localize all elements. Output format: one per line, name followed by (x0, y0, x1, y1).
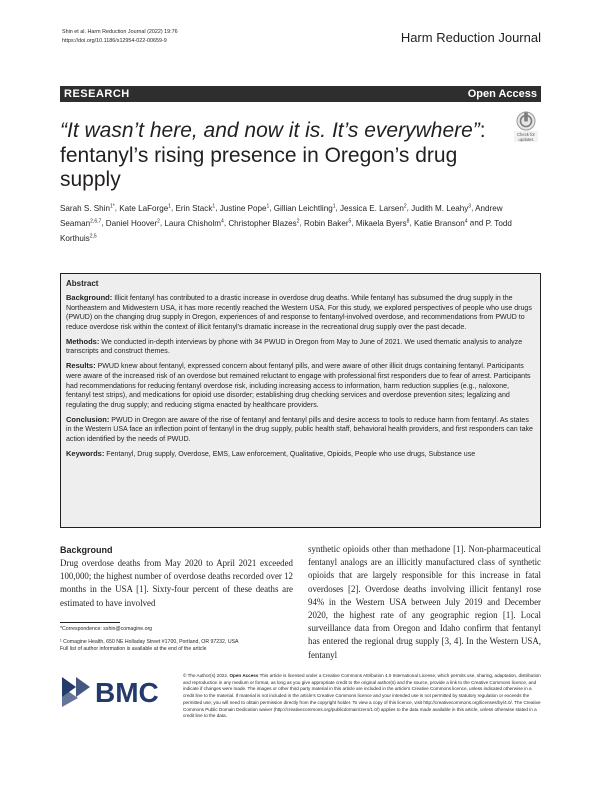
article-title (60, 119, 510, 193)
author-name[interactable] (411, 204, 471, 213)
author-name[interactable] (228, 219, 299, 228)
correspondence-note: *Correspondence: sshin@comagine.org (60, 626, 153, 632)
abstract-section-label: Keywords: (66, 448, 105, 458)
author-affiliation-sup: 4 (221, 217, 224, 224)
abstract-section (66, 293, 535, 333)
author-name[interactable] (414, 219, 468, 228)
abstract-section (66, 337, 535, 358)
author-name-text: Jessica E. Larsen (339, 203, 404, 213)
license-text (183, 673, 541, 720)
author-name[interactable] (60, 204, 115, 213)
abstract-section (66, 449, 535, 460)
affiliation-line: ¹ Comagine Health, 650 NE Holladay Street #1700, Portland, OR 97232, USA (60, 639, 239, 645)
abstract-section-text: PWUD in Oregon are aware of the rise of fentanyl and fentanyl pills and desire access to tools to reduce harm from fentanyl. As states in the Western USA face an inflection point of fentanyl in the drug supply, public health staff, behavioral health providers, and first responders can take action identified by the needs of PWUD. (66, 416, 533, 444)
citation-line: Shin et al. Harm Reduction Journal (2022) 19:76 (62, 29, 178, 35)
section-label: RESEARCH (64, 88, 130, 100)
author-name-text: Daniel Hoover (105, 218, 158, 228)
author-name[interactable] (164, 219, 223, 228)
author-name[interactable] (176, 204, 216, 213)
author-name[interactable] (119, 204, 171, 213)
full-author-info-line: Full list of author information is available at the end of the article (60, 646, 207, 652)
license-lead: © The Author(s) 2022. (183, 673, 229, 678)
author-name-text: Andrew Seaman (60, 203, 503, 228)
author-name-text: Katie Branson (413, 218, 465, 228)
author-name-text: Erin Stack (175, 203, 213, 213)
author-affiliation-sup: 2 (157, 217, 160, 224)
author-affiliation-sup: 2 (403, 203, 407, 209)
section-heading-background: Background (60, 545, 113, 555)
body-text-right-column: synthetic opioids other than methadone [1]. Non-pharmaceutical fentanyl analogs are an illicitly manufactured class of synthetic opioids that are largely responsible for this increase in fatal overdoses [2]. Overdose deaths involving illicit fentanyl rose 94% in the Western USA between July 2019 and December 2020, the highest rate of any geographic region [1]. Local surveillance data from Oregon and Idaho confirm that fentanyl has entered the regional drug supply [3, 4]. In the Western USA, fentanyl (308, 544, 541, 660)
body-text-left-column: Drug overdose deaths from May 2020 to April 2021 exceeded 100,000; the highest number of overdose deaths recorded over 12 months in the USA [1]. Sixty-four percent of these deaths are estimated to have involved (60, 558, 293, 608)
author-affiliation-sup: 2 (296, 217, 300, 224)
author-affiliation-sup: 8 (406, 217, 410, 224)
abstract-section-text: PWUD knew about fentanyl, expressed concern about fentanyl pills, and were aware of other illicit drugs containing fentanyl. Participants were aware of the increased risk of an overdose but remained reluctant to engage with professional first responders due to fear of arrest. Participants had recommendations for reducing fentanyl overdose risk, including increasing access to information, harm reduction supplies (e.g., naloxone, fentanyl test strips), and medications for opioid use disorder; establishing drug checking services and overdose prevention sites; legalizing and regulating the drug supply; and reducing stigma enacted by healthcare providers. (66, 362, 531, 410)
check-badge-line1: Check for (517, 132, 535, 137)
author-affiliation-sup: 1 (332, 203, 336, 209)
author-name-text: Mikaela Byers (355, 218, 407, 228)
check-badge-line2: updates (518, 137, 534, 142)
author-list: Sarah S. Shin$^{1*}$, Kate LaForge$^1$, Erin Stack$^1$, Justine Pope$^1$, Gillian Leichtling$^1$, Jessica E. Larsen$^2$, Judith M. Leahy$^3$, Andrew Seaman$^{2,6,7}$, Daniel Hoover$^2$, Laura Chisholm$^4$, Christopher Blazes$^2$, Robin Baker$^5$, Mikaela Byers$^8$, Katie Branson$^4$ and P. Todd Korthuis$^{2,5}$ (60, 203, 512, 243)
author-name-text: Kate LaForge (119, 203, 169, 213)
abstract-heading: Abstract (66, 279, 99, 288)
author-affiliation-sup: 3 (468, 203, 472, 209)
author-name-text: Laura Chisholm (164, 218, 222, 228)
bmc-logo-text: BMC (95, 677, 159, 708)
open-access-label: Open Access (467, 88, 537, 100)
author-name-text: Robin Baker (304, 218, 349, 228)
author-affiliation-sup: 4 (464, 217, 468, 224)
author-affiliation-sup: 5 (348, 217, 352, 224)
author-affiliation-sup: 1 (212, 203, 216, 209)
abstract-section-text: Illicit fentanyl has contributed to a drastic increase in overdose drug deaths. While fentanyl has subsumed the drug supply in the Northeastern and Midwestern USA, it has more recently reached the Western USA. For this study, we explored perspectives of people who use drugs (PWUD) on the changing drug supply in Oregon, experiences of and response to fentanyl-involved overdose, and recommendations from PWUD to reduce overdose risk within the context of illicit fentanyl’s dramatic increase in the recreational drug supply over the past decade. (66, 294, 532, 332)
author-affiliation-sup: 2,5 (89, 232, 97, 239)
bmc-logo-mark-right (76, 677, 90, 697)
abstract-section-label: Methods: (66, 336, 100, 346)
author-name-text: Sarah S. Shin (60, 203, 110, 213)
author-name[interactable] (106, 219, 160, 228)
bmc-logo (62, 673, 168, 709)
author-name-text: Christopher Blazes (228, 218, 297, 228)
check-for-updates-icon[interactable] (511, 110, 541, 144)
author-affiliation-sup: 1 (168, 203, 172, 209)
author-name[interactable] (220, 204, 270, 213)
doi-link[interactable]: https://doi.org/10.1186/s12954-022-00659-9 (62, 38, 167, 44)
abstract-section-text: Fentanyl, Drug supply, Overdose, EMS, Law enforcement, Qualitative, Opioids, People who use drugs, Substance use (104, 450, 476, 458)
author-affiliation-sup: 1 (266, 203, 270, 209)
footnote-divider (60, 622, 120, 623)
abstract-box (60, 273, 541, 528)
author-name-text: P. Todd Korthuis (60, 218, 512, 243)
journal-name: Harm Reduction Journal (400, 30, 541, 45)
license-open-access: Open Access (229, 673, 259, 678)
abstract-section-label: Results: (66, 360, 96, 370)
title-rest: : fentanyl’s rising presence in Oregon’s drug supply (60, 119, 486, 191)
abstract-sections (66, 293, 535, 460)
affiliation-note (60, 639, 290, 653)
abstract-section-label: Conclusion: (66, 414, 110, 424)
section-banner (60, 86, 541, 102)
title-quote: “It wasn’t here, and now it is. It’s everywhere” (60, 119, 480, 142)
author-affiliation-sup: 2,6,7 (90, 217, 102, 224)
author-name[interactable] (356, 219, 410, 228)
author-affiliation-sup: 1* (109, 203, 115, 209)
abstract-section (66, 415, 535, 445)
author-name-text: Justine Pope (219, 203, 267, 213)
author-name[interactable] (274, 204, 336, 213)
license-body: This article is licensed under a Creative Commons Attribution 4.0 International License, which permits use, sharing, adaptation, distribution and reproduction in any medium or format, as long as you give appropriate credit to the original author(s) and the source, provide a link to the Creative Commons licence, and indicate if changes were made. The images or other third party material in this article are included in the article’s Creative Commons licence, unless indicated otherwise in a credit line to the material. If material is not included in the article’s Creative Commons licence and your intended use is not permitted by statutory regulation or exceeds the permitted use, you will need to obtain permission directly from the copyright holder. To view a copy of this licence, visit http://creativecommons.org/licenses/by/4.0/. The Creative Commons Public Domain Dedication waiver (http://creativecommons.org/publicdomain/zero/1.0/) applies to the data made available in this article, unless otherwise stated in a credit line to the data. (183, 673, 541, 719)
author-name-text: Gillian Leichtling (273, 203, 333, 213)
author-name[interactable] (340, 204, 407, 213)
author-name[interactable] (304, 219, 351, 228)
author-name-text: Judith M. Leahy (411, 203, 469, 213)
abstract-section-text: We conducted in-depth interviews by phone with 34 PWUD in Oregon from May to June of 2021. We used thematic analysis to analyze transcripts and construct themes. (66, 338, 523, 356)
abstract-section (66, 361, 535, 411)
abstract-section-label: Background: (66, 292, 113, 302)
